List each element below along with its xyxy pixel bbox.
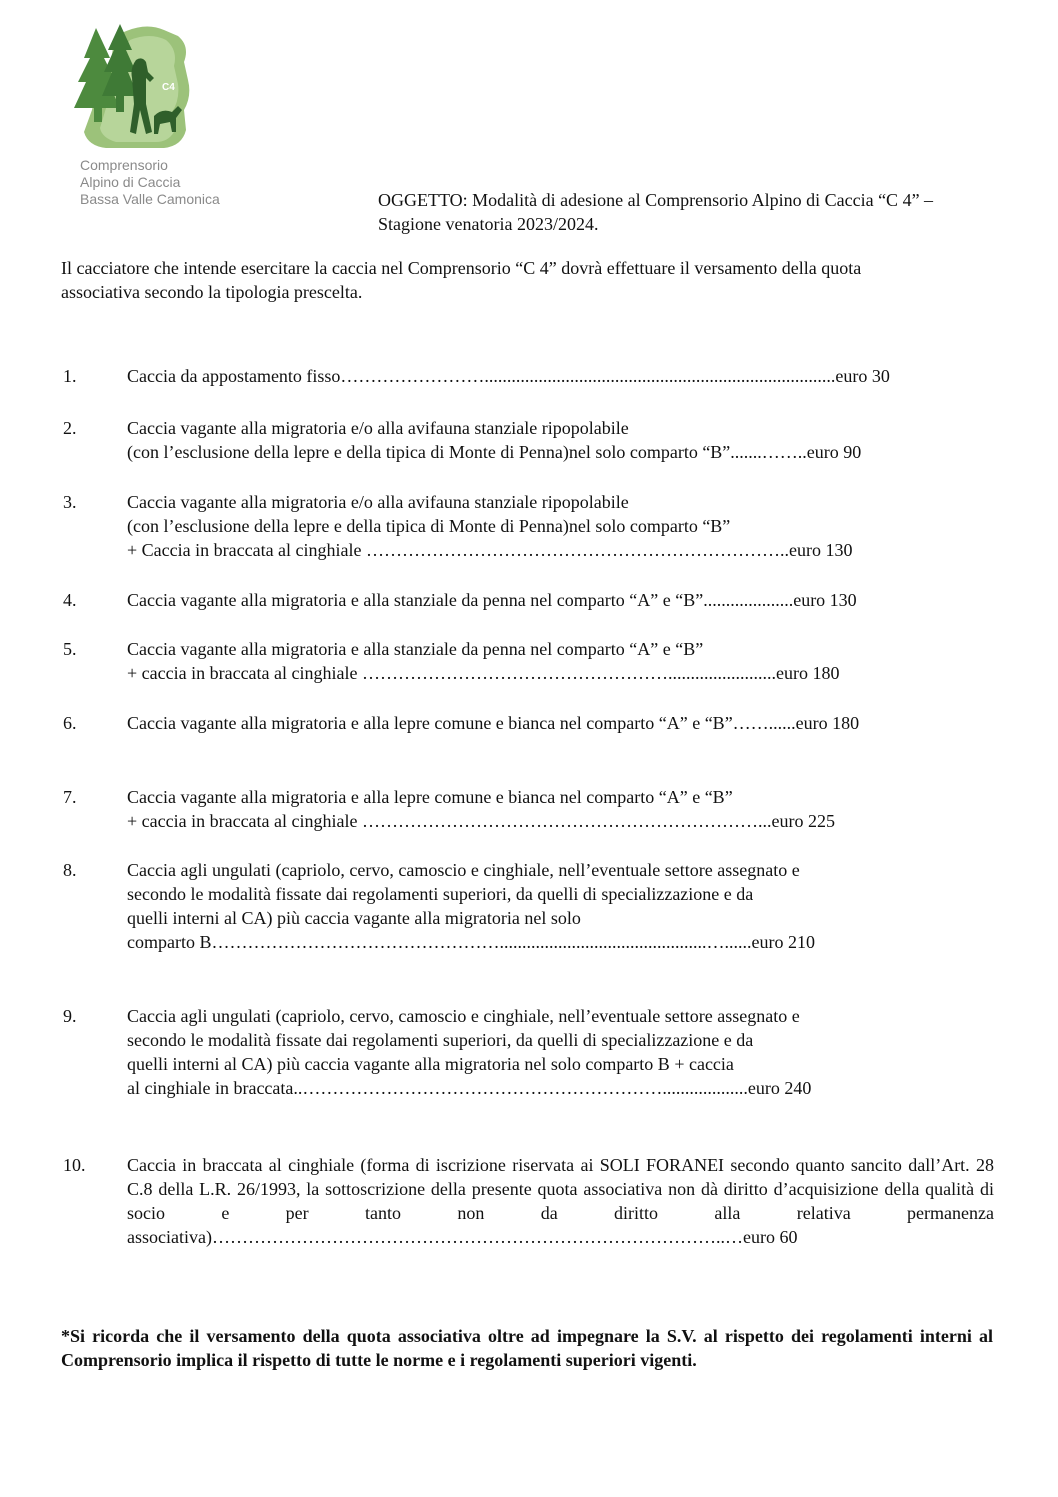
subject xyxy=(378,188,1018,236)
fee-item-text xyxy=(127,637,840,685)
fee-item-line: Caccia vagante alla migratoria e alla lepre comune e bianca nel comparto “A” e “B”……......euro 180 xyxy=(127,713,860,733)
fee-item-line: Caccia vagante alla migratoria e/o alla avifauna stanziale ripopolabile xyxy=(127,492,629,512)
fee-item-number: 6. xyxy=(63,713,77,733)
organization-name-line: Comprensorio xyxy=(80,157,168,173)
fee-item-line: Caccia vagante alla migratoria e alla stanziale da penna nel comparto “A” e “B” xyxy=(127,639,704,659)
fee-item-line: Caccia agli ungulati (capriolo, cervo, camoscio e cinghiale, nell’eventuale settore assegnato e xyxy=(127,1006,800,1026)
fee-item-text xyxy=(127,785,835,833)
fee-item-line: al cinghiale in braccata..……………………………………………………...................euro 240 xyxy=(127,1078,812,1098)
closing-note: *Si ricorda che il versamento della quota associativa oltre ad impegnare la S.V. al rispetto dei regolamenti interni al Comprensorio implica il rispetto di tutte le norme e i regolamenti superiori vigenti. xyxy=(61,1326,993,1370)
fee-item-line: Caccia da appostamento fisso……………………..............................................................................euro 30 xyxy=(127,366,890,386)
logo-badge-text: C4 xyxy=(162,82,175,93)
fee-item-number: 2. xyxy=(63,418,77,438)
logo-emblem-icon xyxy=(66,20,196,152)
fee-item-line: (con l’esclusione della lepre e della tipica di Monte di Penna)nel solo comparto “B” xyxy=(127,516,731,536)
fee-item-number: 10. xyxy=(63,1155,86,1175)
fee-item-line: + Caccia in braccata al cinghiale ……………………………………………………………..euro 130 xyxy=(127,540,853,560)
fee-item-text xyxy=(127,416,861,464)
fee-item-text xyxy=(127,588,857,612)
fee-item-line: + caccia in braccata al cinghiale …………………………………………………………...euro 225 xyxy=(127,811,835,831)
fee-item-line: Caccia vagante alla migratoria e alla lepre comune e bianca nel comparto “A” e “B” xyxy=(127,787,733,807)
fee-item-number: 5. xyxy=(63,639,77,659)
fee-item-text xyxy=(127,858,815,954)
fee-item-text xyxy=(127,364,890,388)
fee-item-line: Caccia agli ungulati (capriolo, cervo, camoscio e cinghiale, nell’eventuale settore assegnato e xyxy=(127,860,800,880)
fee-item-text xyxy=(127,711,859,735)
organization-name xyxy=(80,157,220,208)
subject-line: Stagione venatoria 2023/2024. xyxy=(378,214,599,234)
fee-item-line: comparto B…………………………………………..............................................…......euro 210 xyxy=(127,932,815,952)
fee-item-line: quelli interni al CA) più caccia vagante alla migratoria nel solo xyxy=(127,908,581,928)
fee-item-line: secondo le modalità fissate dai regolamenti superiori, da quelli di specializzazione e da xyxy=(127,1030,754,1050)
fee-item-number: 1. xyxy=(63,366,77,386)
intro-line: Il cacciatore che intende esercitare la caccia nel Comprensorio “C 4” dovrà effettuare il versamento della quota xyxy=(61,258,862,278)
subject-line: OGGETTO: Modalità di adesione al Comprensorio Alpino di Caccia “C 4” – xyxy=(378,190,934,210)
fee-item-number: 8. xyxy=(63,860,77,880)
fee-item-text: Caccia in braccata al cinghiale (forma di iscrizione riservata ai SOLI FORANEI secondo quanto sancito dall’Art. 28 C.8 della L.R. 26/1993, la sottoscrizione della presente quota associativa non dà diritto d’acquisizione della qualità di socio e per tanto non da diritto alla relativa permanenza associativa)…………………………………………………………………………..…euro 60 xyxy=(127,1155,994,1247)
fee-item-number: 4. xyxy=(63,590,77,610)
fee-item-number: 3. xyxy=(63,492,77,512)
fee-item-line: + caccia in braccata al cinghiale ……………………………………………........................euro 180 xyxy=(127,663,840,683)
fee-item-line: Caccia vagante alla migratoria e alla stanziale da penna nel comparto “A” e “B”....................euro 130 xyxy=(127,590,857,610)
organization-name-line: Bassa Valle Camonica xyxy=(80,191,220,207)
intro-line: associativa secondo la tipologia prescelta. xyxy=(61,282,363,302)
fee-item-text xyxy=(127,1004,811,1100)
organization-name-line: Alpino di Caccia xyxy=(80,174,181,190)
fee-item-number: 7. xyxy=(63,787,77,807)
intro-paragraph xyxy=(61,256,1001,304)
fee-item-line: secondo le modalità fissate dai regolamenti superiori, da quelli di specializzazione e da xyxy=(127,884,754,904)
fee-item-number: 9. xyxy=(63,1006,77,1026)
fee-item-line: quelli interni al CA) più caccia vagante alla migratoria nel solo comparto B + caccia xyxy=(127,1054,734,1074)
fee-item-line: (con l’esclusione della lepre e della tipica di Monte di Penna)nel solo comparto “B”.......……..euro 90 xyxy=(127,442,862,462)
fee-item-text xyxy=(127,490,853,562)
fee-item-line: Caccia vagante alla migratoria e/o alla avifauna stanziale ripopolabile xyxy=(127,418,629,438)
